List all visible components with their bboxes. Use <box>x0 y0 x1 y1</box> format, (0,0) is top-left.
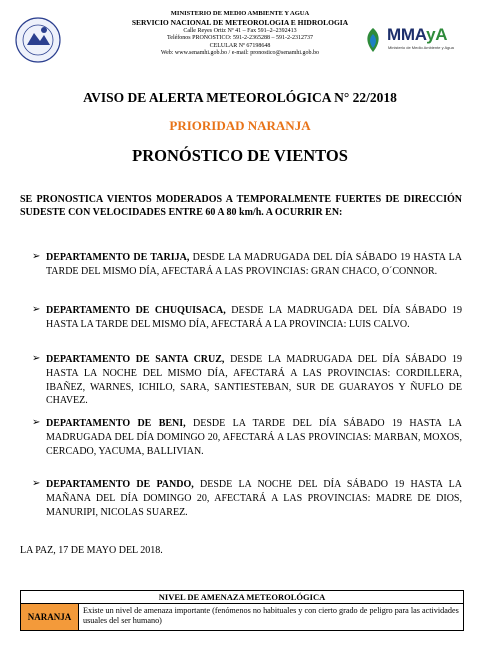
logo-wordmark: MMAyA <box>387 25 448 44</box>
web-contact: Web: www.senamhi.gob.bo / e-mail: pronostico@senamhi.gob.bo <box>160 50 320 56</box>
arrow-bullet-icon: ➢ <box>32 304 41 315</box>
arrow-bullet-icon: ➢ <box>32 417 41 428</box>
letterhead <box>0 0 480 85</box>
logo-tagline: Ministerio de Medio Ambiente y Agua <box>388 45 454 50</box>
threat-level-table <box>20 590 464 631</box>
cell-number: CELULAR Nº 67198648 <box>209 42 271 49</box>
phones: Teléfonos PRONOSTICO: 591-2-2365288 – 591-2-2312737 <box>167 35 313 41</box>
arrow-bullet-icon: ➢ <box>32 251 41 262</box>
department-detail: DESDE LA TARDE DEL DÍA SÁBADO 19 HASTA LA MADRUGADA DEL DÍA DOMINGO 20, AFECTARÁ A LAS PROVINCIAS: MARBAN, MOXOS, CERCADO, YACUMA, BALLIVIAN. <box>46 418 462 457</box>
department-detail: DESDE LA MADRUGADA DEL DÍA SÁBADO 19 HASTA LA NOCHE DEL MISMO DÍA, AFECTARÁ A LAS PROVINCIAS: CORDILLERA, IBAÑEZ, WARNES, ICHILO, SARA, SANTIESTEBAN, SUR DE GUARAYOS Y ÑUFLO DE CHAVEZ. <box>46 354 462 407</box>
department-item <box>32 304 462 332</box>
department-name: DEPARTAMENTO DE BENI, <box>46 418 186 429</box>
service-name: SERVICIO NACIONAL DE METEOROLOGIA E HIDROLOGIA <box>131 18 349 28</box>
forecast-heading: PRONÓSTICO DE VIENTOS <box>132 146 348 165</box>
department-name: DEPARTAMENTO DE SANTA CRUZ, <box>46 354 225 365</box>
department-name: DEPARTAMENTO DE CHUQUISACA, <box>46 305 226 316</box>
threat-level-description: Existe un nivel de amenaza importante (fenómenos no habituales y con cierto grado de peligro para las actividades usuales del ser humano) <box>83 606 459 626</box>
threat-level-row <box>21 604 463 630</box>
department-item <box>32 353 462 408</box>
department-name: DEPARTAMENTO DE PANDO, <box>46 479 194 490</box>
priority-label: PRIORIDAD NARANJA <box>169 118 311 133</box>
address: Calle Reyes Ortiz Nº 41 – Fax 591–2–2392413 <box>183 27 297 34</box>
arrow-bullet-icon: ➢ <box>32 478 41 489</box>
department-detail: DESDE LA MADRUGADA DEL DÍA SÁBADO 19 HASTA LA TARDE DEL MISMO DÍA, AFECTARÁ A LA PROVINCIA: LUIS CALVO. <box>46 305 463 330</box>
forecast-intro: SE PRONOSTICA VIENTOS MODERADOS A TEMPORALMENTE FUERTES DE DIRECCIÓN SUDESTE CON VELOCIDADES ENTRE 60 A 80 km/h. A OCURRIR EN: <box>20 194 462 218</box>
threat-level-heading: NIVEL DE AMENAZA METEOROLÓGICA <box>21 591 463 604</box>
ministry-name: MINISTERIO DE MEDIO AMBIENTE Y AGUA <box>170 10 310 17</box>
department-name: DEPARTAMENTO DE TARIJA, <box>46 252 190 263</box>
senamhi-seal-icon <box>14 15 62 65</box>
department-item <box>32 478 462 519</box>
threat-level-name: NARANJA <box>21 604 79 630</box>
mmaya-logo <box>362 24 462 58</box>
letterhead-text <box>70 10 410 58</box>
department-item <box>32 251 462 279</box>
arrow-bullet-icon: ➢ <box>32 353 41 364</box>
department-item <box>32 417 462 458</box>
department-detail: DESDE LA NOCHE DEL DÍA SÁBADO 19 HASTA LA MAÑANA DEL DÍA DOMINGO 20, AFECTARÁ A LAS PROVINCIAS: MADRE DE DIOS, MANURIPI, NICOLAS SUAREZ. <box>46 479 462 518</box>
department-detail: DESDE LA MADRUGADA DEL DÍA SÁBADO 19 HASTA LA TARDE DEL MISMO DÍA, AFECTARÁ A LAS PROVINCIAS: GRAN CHACO, O´CONNOR. <box>46 252 462 277</box>
issue-date: LA PAZ, 17 DE MAYO DEL 2018. <box>20 545 163 556</box>
mmaya-leaf-icon <box>362 26 384 54</box>
alert-title: AVISO DE ALERTA METEOROLÓGICA N° 22/2018 <box>83 90 397 105</box>
